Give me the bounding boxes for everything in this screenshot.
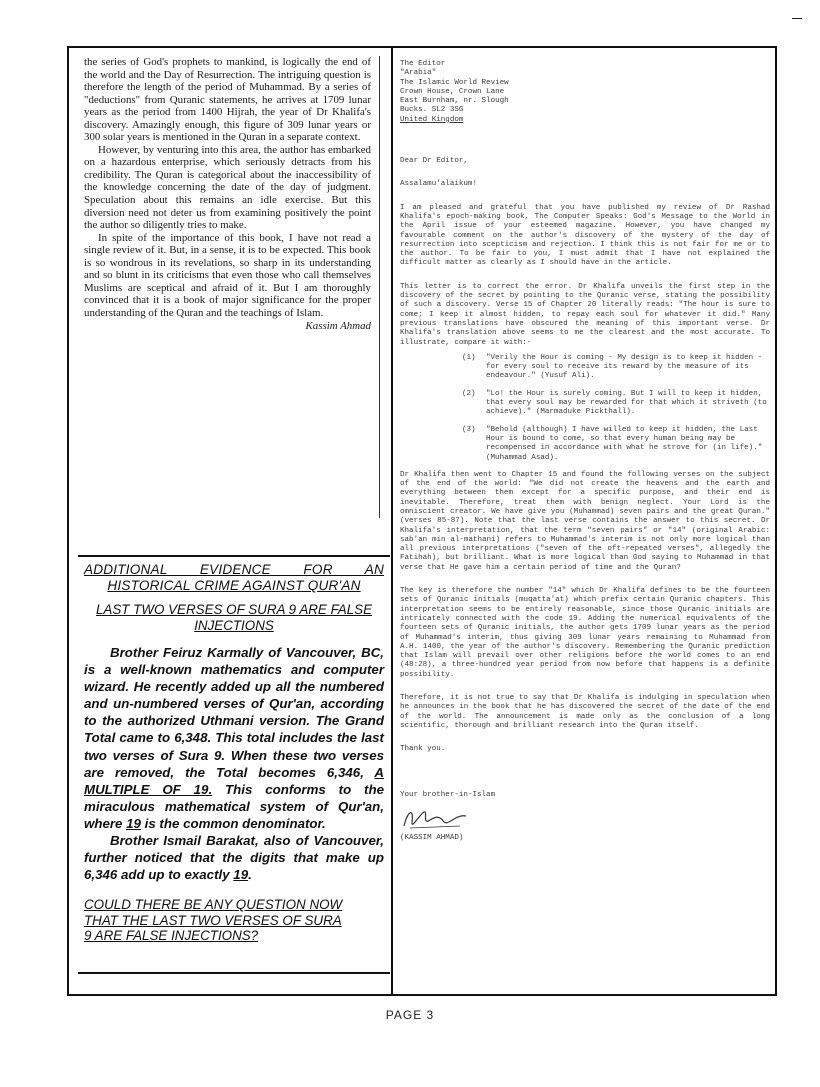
letter-signed-name: (KASSIM AHMAD) <box>400 833 464 842</box>
review-text <box>84 56 380 518</box>
notice-heading-line-2: HISTORICAL CRIME AGAINST QUR'AN <box>107 578 361 593</box>
letter-thanks: Thank you. <box>400 745 446 754</box>
notice-heading <box>84 562 384 594</box>
address-line: The Islamic World Review <box>400 78 509 87</box>
notice-subheading-line-2: INJECTIONS <box>194 618 274 633</box>
review-column <box>84 56 380 518</box>
notice-p1-text-b: This conforms to the miraculous mathematical system of Qur'an, where <box>84 781 384 831</box>
letter-greeting: Assalamu'alaikum! <box>400 180 477 189</box>
review-paragraph-3: In spite of the importance of this book, I have not read a single review of it. But, in a sense, it is to be expected. This book is so wondrous in its revelations, so sharp in its understanding and so blunt in its criticisms that even those who call themselves Muslims are sceptical and afraid of it. But I am thoroughly convinced that it is a book of major significance for the proper understanding of the Quran and the teachings of Islam. <box>84 231 371 319</box>
letter-salutation: Dear Dr Editor, <box>400 157 468 166</box>
address-line: Crown House, Crown Lane <box>400 87 505 96</box>
notice-number-19: 19 <box>126 815 141 831</box>
translation-quotes <box>462 354 770 463</box>
notice-subheading-line-1: LAST TWO VERSES OF SURA 9 ARE FALSE <box>95 602 373 617</box>
notice-question-line-1: COULD THERE BE ANY QUESTION NOW <box>84 897 343 913</box>
notice-multiple-of-19: A MULTIPLE OF 19. <box>84 764 385 797</box>
quote-item <box>462 426 770 463</box>
letter-paragraph-5: Therefore, it is not true to say that Dr Khalifa is indulging in speculation when he announces in the book that he has discovered the secret of the date of the end of the world. The announcement is made only as the conclusion of a long scientific, thorough and brilliant research into the Quran itself. <box>400 694 770 730</box>
quote-text: "Behold (although) I have willed to keep it hidden, the Last Hour is bound to come, so that every human being may be recompensed in accordance with what he strove for (in life)." (Muhammad Asad). <box>486 425 763 462</box>
notice-body <box>84 644 384 883</box>
notice-paragraph-1 <box>84 644 384 832</box>
quote-number: (1) <box>462 353 476 362</box>
additional-evidence-notice <box>78 555 390 974</box>
notice-p1-text-a: Brother Feiruz Karmally of Vancouver, BC, is a well-known mathematics and computer wizard. He recently added up all the numbered and un-numbered verses of Qur'an, according to the authorized Uthmani version. The Grand Total came to 6,348. This total includes the last two verses of Sura 9. When these two verses are removed, the Total becomes 6,346, <box>84 645 384 780</box>
notice-question-line-2: THAT THE LAST TWO VERSES OF SURA <box>84 912 342 928</box>
quote-item <box>462 354 770 382</box>
letter-paragraph-1: I am pleased and grateful that you have published my review of Dr Rashad Khalifa's epoch-making book, The Computer Speaks: God's Message to the World in the April issue of your esteemed magazine. However, you have changed my favourable comment on the author's discovery of the mystery of the day of resurrection into scepticism and rejection. I think this is not fair for me or to the author. To be fair to you, I must admit that I have not explained the difficult matter as clearly as I should have in the article. <box>400 203 770 268</box>
letter-paragraph-2: This letter is to correct the error. Dr Khalifa unveils the first step in the discovery of the secret by pointing to the Quranic verse, stating the possibility of such a discovery. Verse 15 of Chapter 20 literally reads: "The hour is sure to come; I keep it almost hidden, to repay each soul for whatever it did." Many previous translations have obscured the meaning of this important verse. Dr Khalifa's translation above seems to me the clearest and the most accurate. To illustrate, compare it with:- <box>400 282 770 347</box>
quote-item <box>462 390 770 418</box>
quote-text: "Lo! the Hour is surely coming. But I will to keep it hidden, that every soul may be rewarded for that which it striveth (to achieve)." (Marmaduke Pickthall). <box>486 389 767 417</box>
column-divider <box>391 48 393 994</box>
letter-body <box>400 157 770 843</box>
address-line: Bucks. SL2 3SG <box>400 106 464 115</box>
notice-p2-number-19: 19 <box>233 867 249 883</box>
address-line: The Editor <box>400 60 446 68</box>
letter-signoff <box>400 791 770 844</box>
handwritten-signature <box>400 804 470 834</box>
quote-number: (3) <box>462 425 476 434</box>
letter-paragraph-4: The key is therefore the number "14" which Dr Khalifa defines to be the fourteen sets of Quranic initials (muqatta'at) which prefix certain Quranic chapters. This interpretation seems to be entirely reasonable, since those Quranic initials are intricately connected with the code 19. Adding the numerical equivalents of the fourteen sets of Quranic initials, the author gets 1709 lunar years as the period of Muhammad's interim, thus giving 309 lunar years remaining to Muhammad from A.H. 1400, the year of the author's discovery. Remembering the Quranic prediction that Islam will prevail over other religions before the world comes to an end (48:28), a three-hundred year period from now before that happens is a definite possibility. <box>400 587 770 679</box>
page-edge-mark <box>792 18 802 25</box>
notice-p2-text: Brother Ismail Barakat, also of Vancouver, further noticed that the digits that make up 6,346 add up to exactly <box>84 833 384 883</box>
letter-closing: Your brother-in-Islam <box>400 790 496 799</box>
letter-column <box>400 60 770 843</box>
notice-p2-period: . <box>248 867 252 883</box>
address-line: East Burnham, nr. Slough <box>400 97 509 106</box>
review-paragraph-2: However, by venturing into this area, the author has embarked on a hazardous enterprise, which seriously detracts from his credibility. The Quran is categorical about the inaccessibility of the knowledge concerning the date of the day of judgment. Speculation about this remains an idle exercise. But this diversion need not deter us from examining positively the point the author so diligently tries to make. <box>84 143 371 232</box>
address-line: United Kingdom <box>400 115 464 124</box>
notice-paragraph-2 <box>84 832 384 883</box>
review-signature: Kassim Ahmad <box>305 320 371 333</box>
notice-heading-line-1: ADDITIONAL EVIDENCE FOR AN <box>84 562 384 577</box>
quote-text: "Verily the Hour is coming - My design is to keep it hidden - for every soul to receive its reward by the measure of its endeavour." (Yusuf Ali). <box>486 353 763 381</box>
notice-p1-text-c: is the common denominator. <box>144 815 326 831</box>
notice-question <box>84 897 384 944</box>
notice-question-line-3: 9 ARE FALSE INJECTIONS? <box>84 928 259 944</box>
letter-address <box>400 60 770 125</box>
notice-subheading <box>84 602 384 634</box>
letter-paragraph-3: Dr Khalifa then went to Chapter 15 and found the following verses on the subject of the end of the world: "We did not create the heavens and the earth and everything between them except for a specific purpose, and their end is inevitable. Therefore, treat them with benign neglect. Your Lord is the omniscient creator. We have give you (Muhammad) seven pairs and the great Quran." (verses 85-87). Note that the last verse contains the answer to this secret. Dr Khalifa's interpretation, that the term "seven pairs" or "14" (original Arabic: sab'an min al-mathani) refers to Muhammad's interim is not only more logical than all previous interpretations ("seven of the oft-repeated verses", allegedly the Fatihah), but brilliant. What is more logical than God saying to Muhammad in that verse that He gave him a certain period of time and the Quran? <box>400 470 770 572</box>
review-paragraph-1: the series of God's prophets to mankind, is logically the end of the world and the Day of Resurrection. The intriguing question is therefore the length of the period of Muhammad. By a series of "deductions" from Quranic statements, he arrives at 1709 lunar years as the period from 1400 Hijrah, the year of Dr Khalifa's discovery. Amazingly enough, this figure of 309 lunar years or 300 solar years is mentioned in the Quran in a separate context. <box>84 56 371 144</box>
page-number: PAGE 3 <box>385 1008 435 1022</box>
address-line: "Arabia" <box>400 69 437 78</box>
quote-number: (2) <box>462 389 476 398</box>
